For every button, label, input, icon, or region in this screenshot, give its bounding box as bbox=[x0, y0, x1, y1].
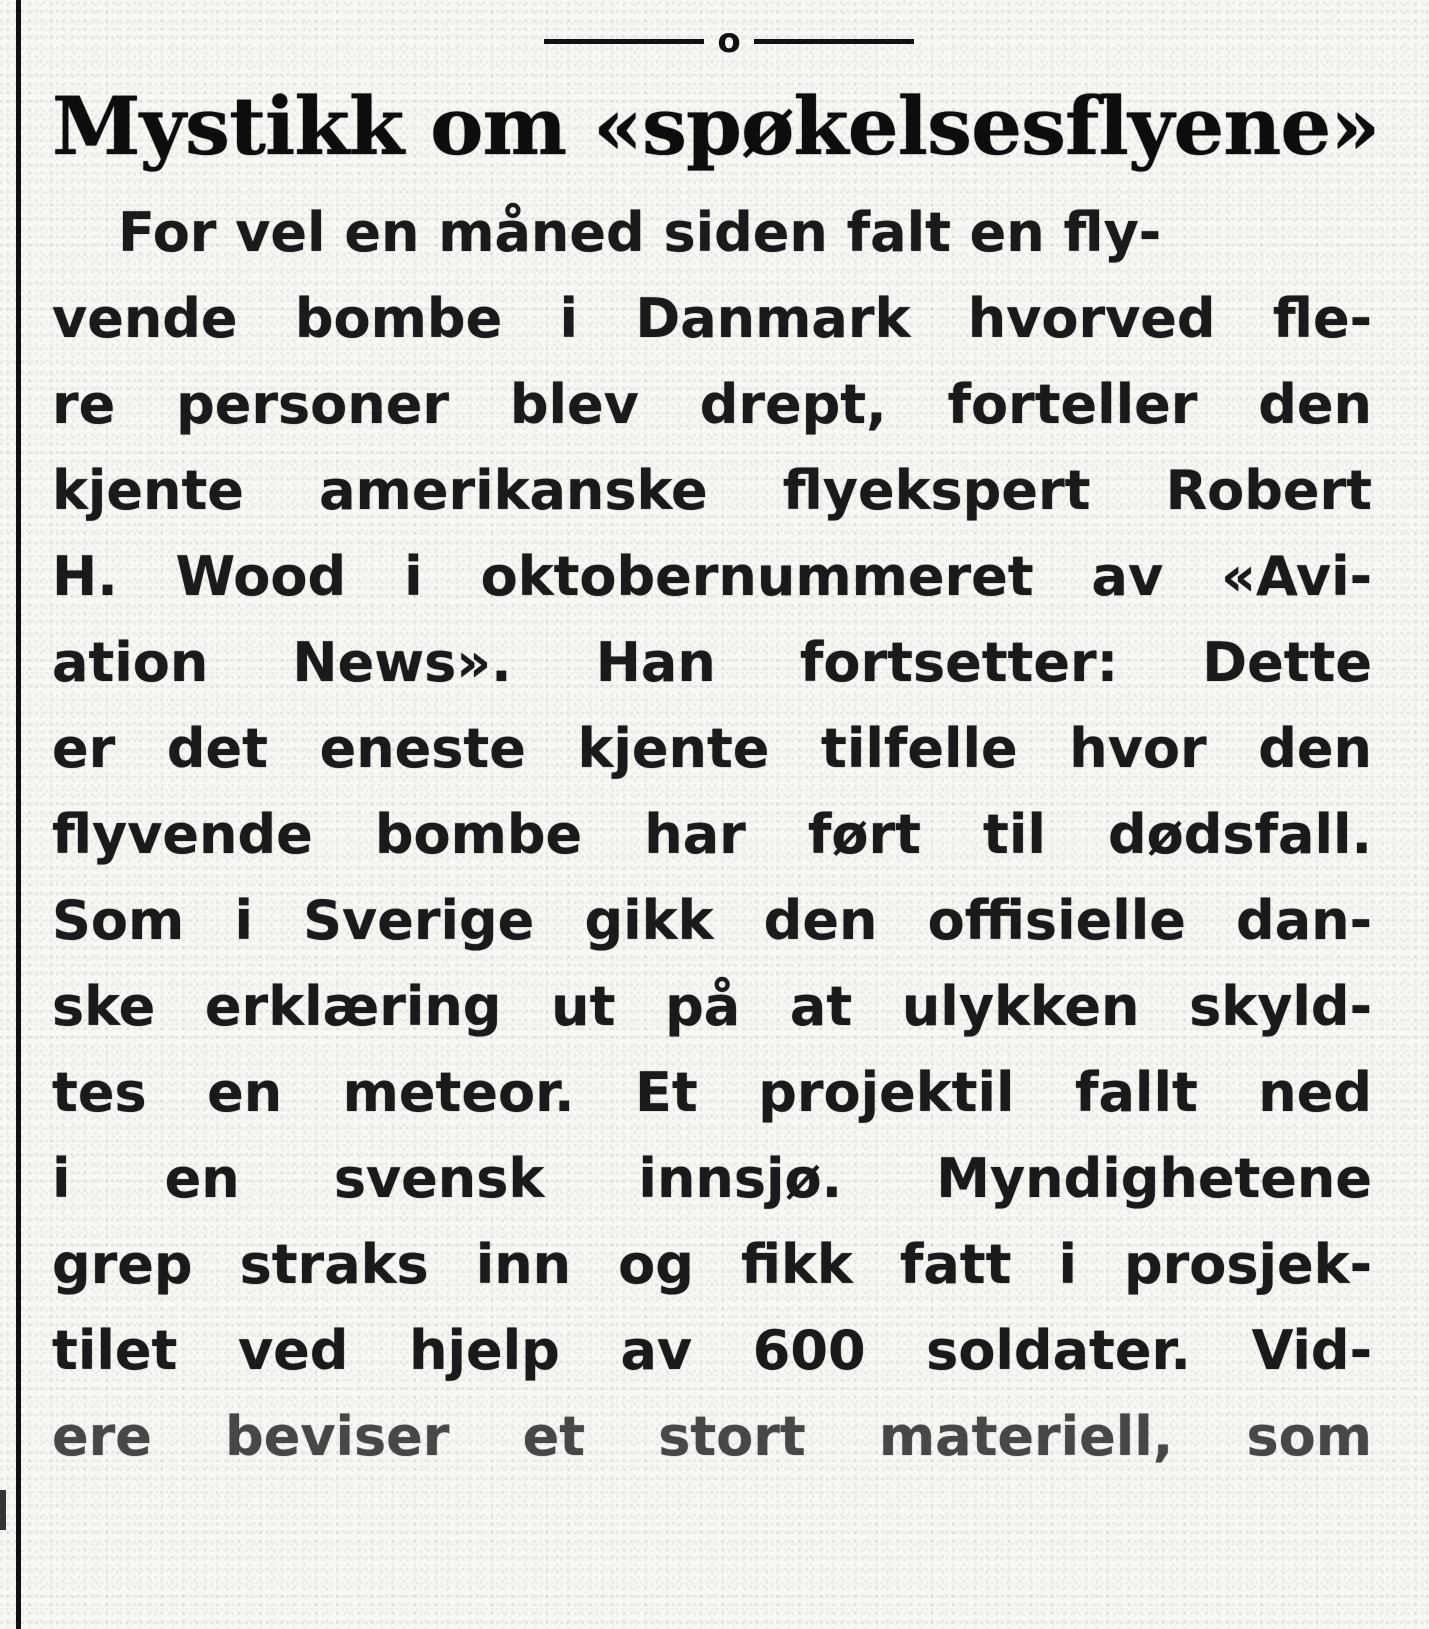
divider-line-right bbox=[754, 39, 914, 44]
article-body bbox=[52, 190, 1372, 1480]
section-divider bbox=[544, 21, 914, 61]
article-line: vende bombe i Danmark hvorved fle- bbox=[52, 287, 1372, 350]
article-line: i en svensk innsjø. Myndighetene bbox=[52, 1147, 1372, 1210]
article-line: ske erklæring ut på at ulykken skyld- bbox=[52, 975, 1372, 1038]
edge-mark bbox=[0, 1490, 6, 1530]
column-rule bbox=[16, 0, 21, 1629]
article-headline: Mystikk om «spøkelsesflyene» bbox=[52, 79, 1380, 173]
article-line: tes en meteor. Et projektil fallt ned bbox=[52, 1061, 1372, 1124]
article-line: ere beviser et stort materiell, som bbox=[52, 1405, 1372, 1468]
article-line: tilet ved hjelp av 600 soldater. Vid- bbox=[52, 1319, 1372, 1382]
article-line: er det eneste kjente tilfelle hvor den bbox=[52, 717, 1372, 780]
article-line: grep straks inn og fikk fatt i prosjek- bbox=[52, 1233, 1372, 1296]
article-line: kjente amerikanske flyekspert Robert bbox=[52, 459, 1372, 522]
article-line: re personer blev drept, forteller den bbox=[52, 373, 1372, 436]
article-line: ation News». Han fortsetter: Dette bbox=[52, 631, 1372, 694]
article-line: For vel en måned siden falt en fly- bbox=[118, 201, 1162, 264]
divider-line-left bbox=[544, 39, 704, 44]
article-line: Som i Sverige gikk den offisielle dan- bbox=[52, 889, 1372, 952]
divider-ornament: o bbox=[717, 21, 741, 61]
article-line: H. Wood i oktobernummeret av «Avi- bbox=[52, 545, 1372, 608]
article-line: flyvende bombe har ført til dødsfall. bbox=[52, 803, 1372, 866]
